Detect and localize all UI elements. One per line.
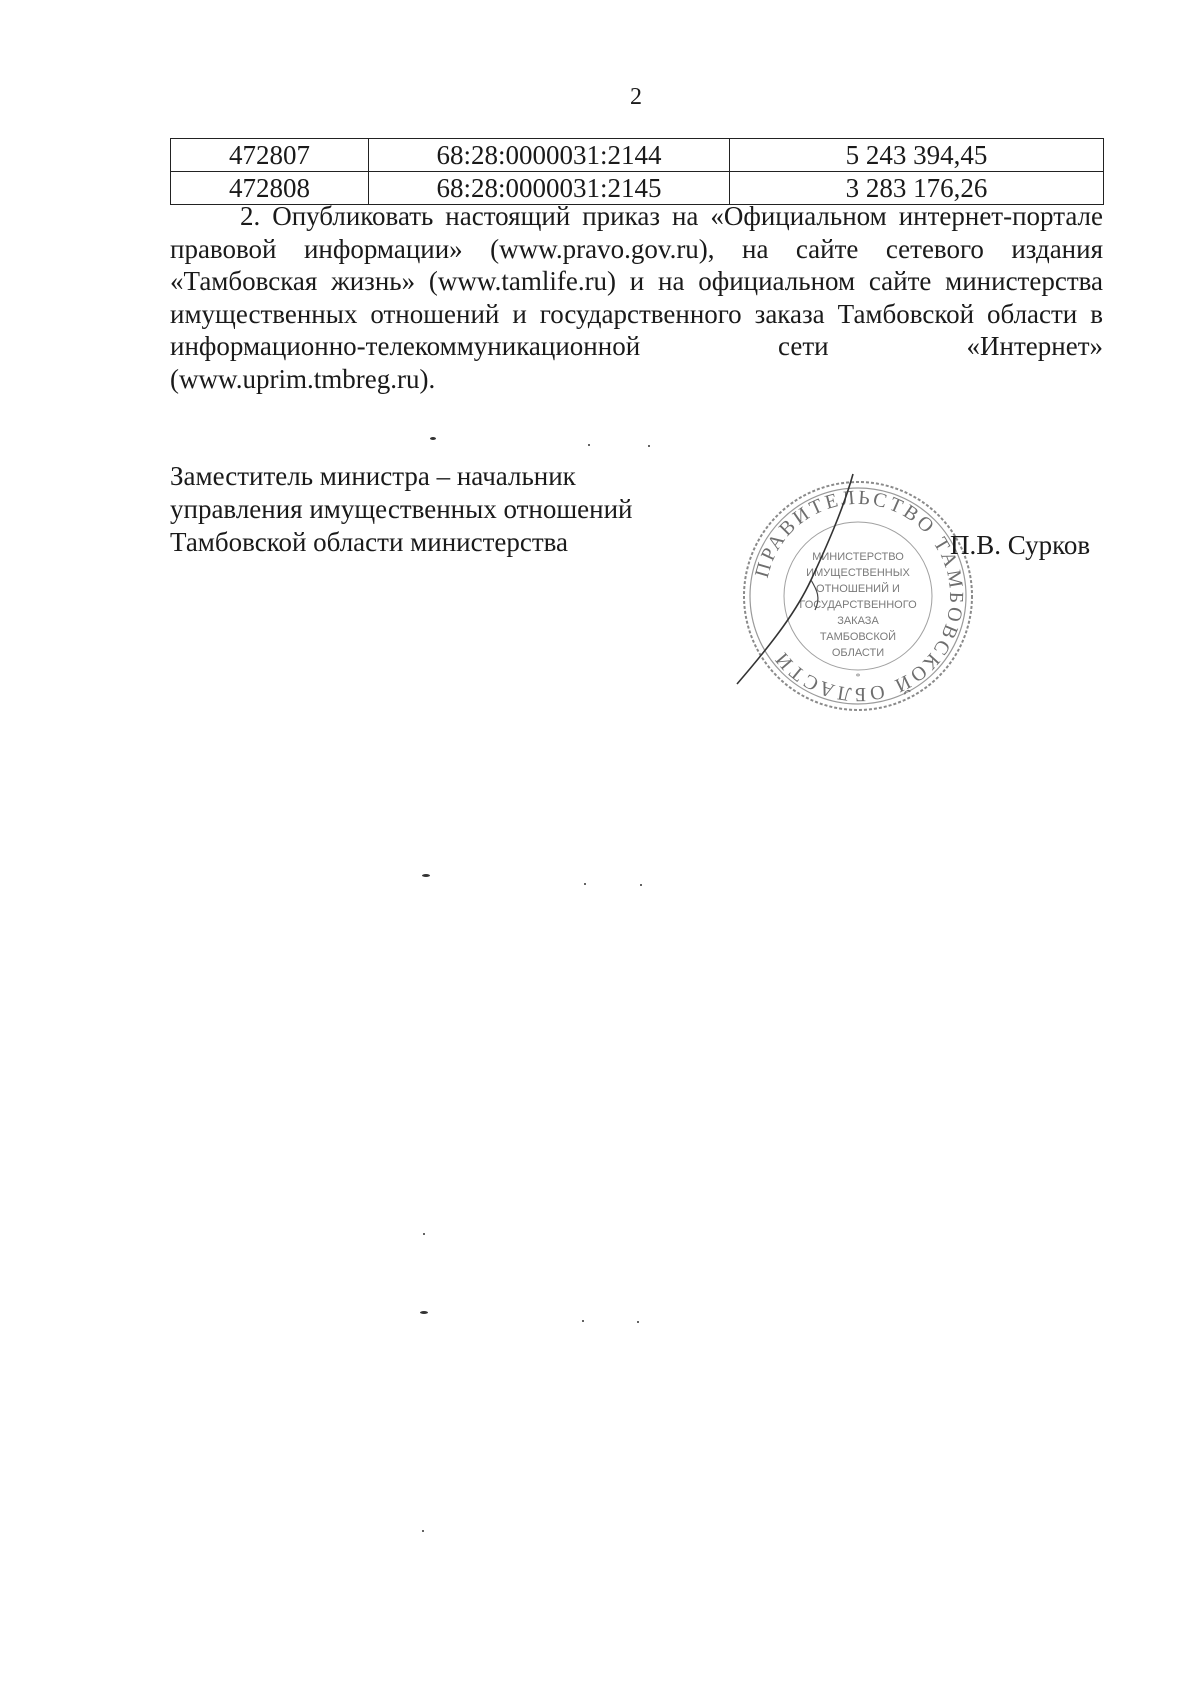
stamp-star-icon: * xyxy=(855,672,861,683)
signer-position-line: Заместитель министра – начальник xyxy=(170,461,576,491)
scan-speck xyxy=(582,1320,584,1322)
signer-position-line: Тамбовской области министерства xyxy=(170,527,569,557)
parcel-table xyxy=(170,138,1104,205)
table-cell-cadastral: 68:28:0000031:2145 xyxy=(369,172,730,205)
stamp-inner-line: ТАМБОВСКОЙ xyxy=(819,631,897,643)
signer-name: П.В. Сурков xyxy=(950,530,1091,560)
stamp-outer-ring-text: ПРАВИТЕЛЬСТВО ТАМБОВСКОЙ ОБЛАСТИ xyxy=(750,486,968,706)
stamp-inner-line: ГОСУДАРСТВЕННОГО xyxy=(799,599,917,611)
scan-speck xyxy=(648,445,650,447)
stamp-inner-line: ОТНОШЕНИЙ И xyxy=(816,583,900,595)
stamp-inner-line: ЗАКАЗА xyxy=(837,615,879,627)
page-number: 2 xyxy=(630,84,642,110)
table-cell-number: 472808 xyxy=(171,172,369,205)
scan-speck xyxy=(422,1530,424,1532)
table-cell-value: 5 243 394,45 xyxy=(730,139,1104,172)
signer-position-line: управления имущественных отношений xyxy=(170,494,633,524)
scan-speck xyxy=(430,437,436,440)
stamp-inner-line: МИНИСТЕРСТВО xyxy=(812,551,904,563)
stamp-inner-line: ОБЛАСТИ xyxy=(831,647,885,659)
scan-speck xyxy=(637,1321,639,1323)
scan-speck xyxy=(422,874,430,877)
scan-speck xyxy=(640,884,642,886)
scan-speck xyxy=(588,444,590,446)
signer-position xyxy=(170,460,633,559)
table-cell-cadastral: 68:28:0000031:2144 xyxy=(369,139,730,172)
handwritten-signature xyxy=(725,470,865,690)
scan-speck xyxy=(584,883,586,885)
publication-paragraph: 2. Опубликовать настоящий приказ на «Официальном интернет-портале правовой информации» (www.pravo.gov.ru), на сайте сетевого издания «Тамбовская жизнь» (www.tamlife.ru) и на официальном сайте министерства имущественных отношений и государственного заказа Тамбовской области в информационно-телекоммуникационной сети «Интернет» (www.uprim.tmbreg.ru). xyxy=(170,201,1103,394)
stamp-inner-line: ИМУЩЕСТВЕННЫХ xyxy=(806,567,910,579)
table-cell-number: 472807 xyxy=(171,139,369,172)
scan-speck xyxy=(423,1233,425,1235)
scan-speck xyxy=(420,1311,428,1314)
table-cell-value: 3 283 176,26 xyxy=(730,172,1104,205)
table-row xyxy=(171,139,1104,172)
